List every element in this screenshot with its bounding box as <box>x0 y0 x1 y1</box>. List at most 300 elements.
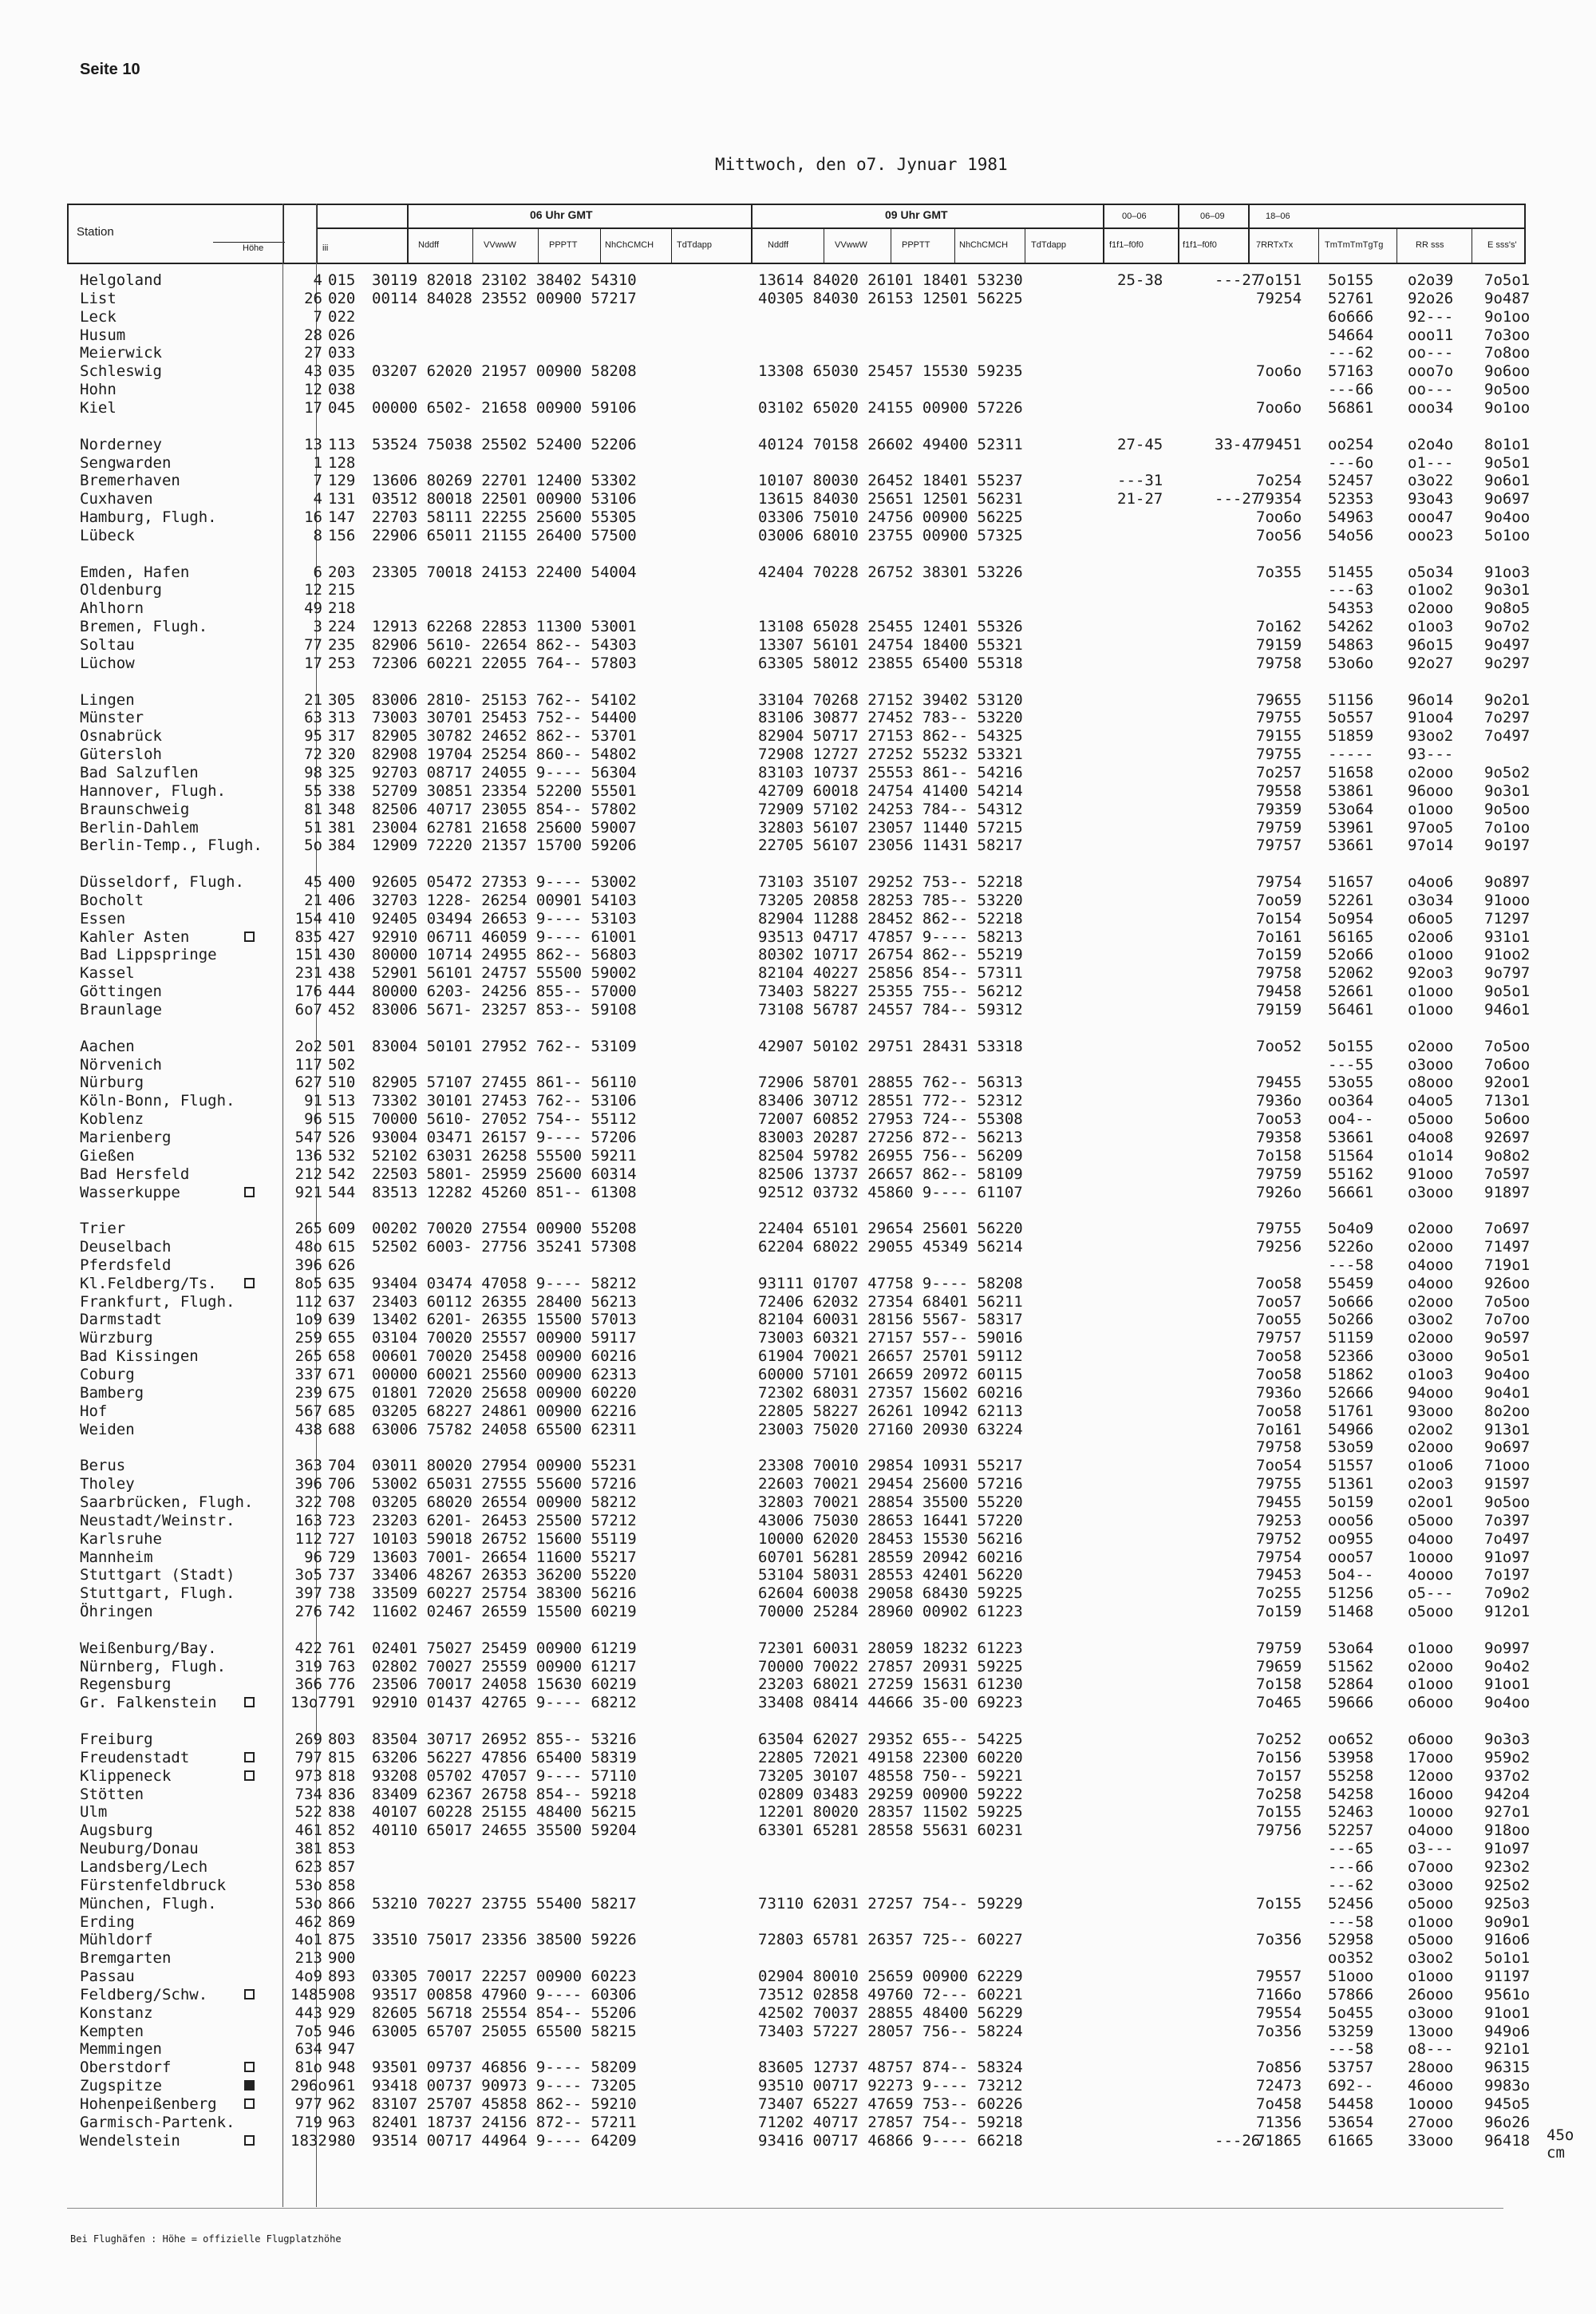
ext-esss: 96o26 <box>1484 2113 1531 2131</box>
station-name: Augsburg <box>80 1822 153 1840</box>
ext-7rr: 7o255 <box>1256 1584 1302 1603</box>
obs-09: 10000 62020 28453 15530 56216 <box>758 1529 1023 1548</box>
station-index: 427 <box>328 928 356 946</box>
station-height: 4o1 <box>294 1931 322 1949</box>
ext-tmtm: 51455 <box>1328 563 1374 581</box>
obs-09: 53104 58031 28553 42401 56220 <box>758 1566 1023 1584</box>
col-09-ppptt: PPPTT <box>902 240 930 250</box>
ext-tmtm: 51468 <box>1328 1603 1374 1621</box>
obs-09: 73205 20858 28253 785-- 53220 <box>758 891 1023 909</box>
ext-7rr: 79358 <box>1256 1128 1302 1146</box>
ext-rr: o1oo3 <box>1408 1366 1454 1383</box>
station-name: Bremgarten <box>80 1949 172 1968</box>
ext-rr: o1oo3 <box>1408 618 1454 636</box>
obs-06: 23506 70017 24058 15630 60219 <box>372 1675 637 1694</box>
ext-7rr: 7oo59 <box>1256 891 1302 909</box>
ext-7rr: 79752 <box>1256 1529 1302 1548</box>
station-index: 129 <box>328 472 356 490</box>
obs-09: 32803 70021 28854 35500 55220 <box>758 1493 1023 1511</box>
station-height: 95 <box>304 727 322 746</box>
station-name: Husum <box>80 326 126 344</box>
ext-esss: 7o7oo <box>1484 1311 1531 1329</box>
station-index: 501 <box>328 1037 356 1055</box>
ext-esss: 931o1 <box>1484 928 1531 946</box>
ext-esss: 7o3oo <box>1484 326 1531 344</box>
obs-09: 60701 56281 28559 20942 60216 <box>758 1548 1023 1566</box>
station-index: 866 <box>328 1894 356 1913</box>
station-name: Darmstadt <box>80 1311 162 1329</box>
ext-rr: 91oo4 <box>1408 709 1454 727</box>
ext-esss: 925o3 <box>1484 1894 1531 1913</box>
ext-7rr: 79757 <box>1256 837 1302 855</box>
station-height: 547 <box>294 1128 322 1146</box>
ext-7rr: 7oo6o <box>1256 508 1302 527</box>
station-index: 128 <box>328 453 356 472</box>
obs-09: 82504 59782 26955 756-- 56209 <box>758 1146 1023 1165</box>
ext-rr: o2ooo <box>1408 1292 1454 1311</box>
obs-09: 22705 56107 23056 11431 58217 <box>758 837 1023 855</box>
ext-tmtm: 57866 <box>1328 1985 1374 2003</box>
ext-esss: 9o4o1 <box>1484 1383 1531 1402</box>
ext-tmtm: 52661 <box>1328 983 1374 1001</box>
station-name: Erding <box>80 1913 135 1931</box>
station-index: 626 <box>328 1256 356 1274</box>
ext-esss: 5o6oo <box>1484 1110 1531 1129</box>
ext-tmtm: 53o64 <box>1328 1639 1374 1657</box>
station-index: 869 <box>328 1913 356 1931</box>
ext-7rr: 79159 <box>1256 1001 1302 1019</box>
station-height: 117 <box>294 1055 322 1074</box>
obs-09: 83605 12737 48757 874-- 58324 <box>758 2059 1023 2077</box>
station-name: Kl.Feldberg/Ts. <box>80 1274 217 1292</box>
obs-06: 82905 30782 24652 862-- 53701 <box>372 727 637 746</box>
station-index: 738 <box>328 1584 356 1603</box>
ext-tmtm: 53958 <box>1328 1748 1374 1766</box>
ext-tmtm: 52666 <box>1328 1383 1374 1402</box>
ext-tmtm: 51657 <box>1328 873 1374 892</box>
ext-tmtm: 51361 <box>1328 1475 1374 1493</box>
ext-esss: 8o1o1 <box>1484 435 1531 453</box>
ext-7rr: 7oo58 <box>1256 1274 1302 1292</box>
ext-rr: 92oo3 <box>1408 964 1454 983</box>
ext-tmtm: 53o64 <box>1328 800 1374 818</box>
station-name: Neustadt/Weinstr. <box>80 1511 235 1529</box>
obs-09: 03102 65020 24155 00900 57226 <box>758 398 1023 417</box>
station-name: Leck <box>80 307 117 326</box>
obs-09: 42907 50102 29751 28431 53318 <box>758 1037 1023 1055</box>
ext-7rr: 79451 <box>1256 435 1302 453</box>
ext-rr: o2oo2 <box>1408 1420 1454 1438</box>
ext-7rr: 7o154 <box>1256 909 1302 928</box>
ext-esss: 9o297 <box>1484 654 1531 672</box>
station-index: 325 <box>328 763 356 781</box>
ext-esss: 9983o <box>1484 2077 1531 2095</box>
station-index: 038 <box>328 381 356 399</box>
col-09-tdtdapp: TdTdapp <box>1031 240 1067 250</box>
station-height: 1o9 <box>294 1311 322 1329</box>
station-name: Saarbrücken, Flugh. <box>80 1493 254 1511</box>
station-index: 218 <box>328 599 356 618</box>
ext-7rr: 7o161 <box>1256 1420 1302 1438</box>
obs-09: 72007 60852 27953 724-- 55308 <box>758 1110 1023 1129</box>
station-name: Bamberg <box>80 1383 144 1402</box>
station-index: 035 <box>328 362 356 381</box>
station-height: 53o <box>294 1876 322 1894</box>
station-index: 852 <box>328 1822 356 1840</box>
ext-esss: 9o5oo <box>1484 1493 1531 1511</box>
obs-06: 92910 06711 46059 9---- 61001 <box>372 928 637 946</box>
obs-09: 42404 70228 26752 38301 53226 <box>758 563 1023 581</box>
ext-esss: 926oo <box>1484 1274 1531 1292</box>
footnote: Bei Flughäfen : Höhe = offizielle Flugplatzhöhe <box>70 2233 342 2245</box>
station-name: Göttingen <box>80 983 162 1001</box>
station-height: 366 <box>294 1675 322 1694</box>
obs-06: 83409 62367 26758 854-- 59218 <box>372 1785 637 1803</box>
ext-rr: o5ooo <box>1408 1894 1454 1913</box>
ext-rr: o3oo2 <box>1408 1311 1454 1329</box>
obs-06: 00000 60021 25560 00900 62313 <box>372 1366 637 1383</box>
ext-esss: 9o5oo <box>1484 381 1531 399</box>
ext-7rr: 79756 <box>1256 1822 1302 1840</box>
ext-esss: 71497 <box>1484 1238 1531 1256</box>
station-name: Hof <box>80 1402 108 1420</box>
obs-06: 52709 30851 23354 52200 55501 <box>372 781 637 800</box>
ext-7rr: 79655 <box>1256 690 1302 709</box>
ext-tmtm: 56461 <box>1328 1001 1374 1019</box>
ext-rr: o5o34 <box>1408 563 1454 581</box>
station-index: 658 <box>328 1347 356 1366</box>
station-index: 727 <box>328 1529 356 1548</box>
ext-7rr: 7oo6o <box>1256 398 1302 417</box>
ext-tmtm: ooo57 <box>1328 1548 1374 1566</box>
col-09-vvwww: VVwwW <box>835 240 867 250</box>
station-height: 91 <box>304 1092 322 1110</box>
ext-esss: 9o5o1 <box>1484 983 1531 1001</box>
obs-09: 13615 84030 25651 12501 56231 <box>758 490 1023 508</box>
ext-esss: 7o597 <box>1484 1165 1531 1183</box>
ext-7rr: 7o465 <box>1256 1694 1302 1712</box>
station-height: 28 <box>304 326 322 344</box>
obs-09: 72906 58701 28855 762-- 56313 <box>758 1074 1023 1092</box>
station-height: 77 <box>304 636 322 654</box>
obs-06: 53210 70227 23755 55400 58217 <box>372 1894 637 1913</box>
station-name: Berlin-Dahlem <box>80 818 199 837</box>
station-name: Stötten <box>80 1785 144 1803</box>
ext-esss: 913o1 <box>1484 1420 1531 1438</box>
ext-7rr: 79754 <box>1256 1548 1302 1566</box>
obs-06: 22703 58111 22255 25600 55305 <box>372 508 637 527</box>
station-index: 858 <box>328 1876 356 1894</box>
station-index: 305 <box>328 690 356 709</box>
station-height: 45 <box>304 873 322 892</box>
station-height: 7o5 <box>294 2022 322 2040</box>
ext-7rr: 79759 <box>1256 1165 1302 1183</box>
obs-09: 22603 70021 29454 25600 57216 <box>758 1475 1023 1493</box>
station-index: 737 <box>328 1566 356 1584</box>
ext-rr: o1ooo <box>1408 1913 1454 1931</box>
ext-tmtm: 56661 <box>1328 1183 1374 1201</box>
ext-7rr: 7o151 <box>1256 271 1302 289</box>
ext-rr: o3ooo <box>1408 1347 1454 1366</box>
obs-06: 23203 6201- 26453 25500 57212 <box>372 1511 637 1529</box>
ext-esss: 91oo3 <box>1484 563 1531 581</box>
obs-09: 12201 80020 28357 11502 59225 <box>758 1803 1023 1822</box>
obs-09: 83003 20287 27256 872-- 56213 <box>758 1128 1023 1146</box>
ext-rr: o3--- <box>1408 1840 1454 1858</box>
ext-esss: 7o5oo <box>1484 1292 1531 1311</box>
station-height: 462 <box>294 1913 322 1931</box>
ext-7rr: 7oo6o <box>1256 362 1302 381</box>
station-name: Lüchow <box>80 654 135 672</box>
obs-06: 63206 56227 47856 65400 58319 <box>372 1748 637 1766</box>
ext-rr: o2ooo <box>1408 599 1454 618</box>
ext-rr: ooo23 <box>1408 526 1454 544</box>
ext-tmtm: 51562 <box>1328 1657 1374 1675</box>
obs-09: 82104 40227 25856 854-- 57311 <box>758 964 1023 983</box>
ext-rr: o5ooo <box>1408 1511 1454 1529</box>
ext-esss: 959o2 <box>1484 1748 1531 1766</box>
station-name: Emden, Hafen <box>80 563 190 581</box>
obs-06: 13603 7001- 26654 11600 55217 <box>372 1548 637 1566</box>
ext-tmtm: 53654 <box>1328 2113 1374 2131</box>
station-name: Kassel <box>80 964 135 983</box>
ext-tmtm: 5o954 <box>1328 909 1374 928</box>
station-height: 319 <box>294 1657 322 1675</box>
ext-esss: 91oo2 <box>1484 946 1531 964</box>
ext-tmtm: 5o455 <box>1328 2003 1374 2022</box>
ext-rr: ooo34 <box>1408 398 1454 417</box>
obs-06: 83004 50101 27952 762-- 53109 <box>372 1037 637 1055</box>
square-icon <box>244 932 255 942</box>
station-name: Memmingen <box>80 2040 162 2059</box>
obs-06: 33509 60227 25754 38300 56216 <box>372 1584 637 1603</box>
ext-tmtm: oo955 <box>1328 1529 1374 1548</box>
ext-tmtm: 52456 <box>1328 1894 1374 1913</box>
station-height: 98 <box>304 763 322 781</box>
obs-06: 63006 75782 24058 65500 62311 <box>372 1420 637 1438</box>
station-height: 719 <box>294 2113 322 2131</box>
station-height: 96 <box>304 1110 322 1129</box>
obs-09: 32803 56107 23057 11440 57215 <box>758 818 1023 837</box>
ext-esss: 918oo <box>1484 1822 1531 1840</box>
obs-09: 73403 58227 25355 755-- 56212 <box>758 983 1023 1001</box>
ext-7rr: 79755 <box>1256 1220 1302 1238</box>
station-height: 269 <box>294 1731 322 1748</box>
station-index: 962 <box>328 2095 356 2113</box>
ext-rr: o3ooo <box>1408 1876 1454 1894</box>
ext-tmtm: ---58 <box>1328 2040 1374 2059</box>
station-name: Meierwick <box>80 344 162 362</box>
station-index: 706 <box>328 1475 356 1493</box>
ext-7rr: 7o257 <box>1256 763 1302 781</box>
ext-tmtm: 51859 <box>1328 727 1374 746</box>
station-height: 835 <box>294 928 322 946</box>
obs-06: 52102 63031 26258 55500 59211 <box>372 1146 637 1165</box>
ext-esss: 91ooo <box>1484 891 1531 909</box>
obs-09: 70000 25284 28960 00902 61223 <box>758 1603 1023 1621</box>
station-name: Feldberg/Schw. <box>80 1985 208 2003</box>
station-height: 154 <box>294 909 322 928</box>
ext-7rr: 79455 <box>1256 1074 1302 1092</box>
station-index: 729 <box>328 1548 356 1566</box>
station-name: Hohenpeißenberg <box>80 2095 217 2113</box>
ext-tmtm: ---65 <box>1328 1840 1374 1858</box>
ext-rr: o7ooo <box>1408 1857 1454 1876</box>
ext-rr: o3o22 <box>1408 472 1454 490</box>
ext-tmtm: 54458 <box>1328 2095 1374 2113</box>
station-height: 4 <box>313 490 322 508</box>
station-height: 96 <box>304 1548 322 1566</box>
ext-7rr: 7o252 <box>1256 1731 1302 1748</box>
square-icon <box>244 1770 255 1781</box>
obs-06: 23004 62781 21658 25600 59007 <box>372 818 637 837</box>
obs-09: 82904 50717 27153 862-- 54325 <box>758 727 1023 746</box>
ext-7rr: 79256 <box>1256 1238 1302 1256</box>
obs-09: 60000 57101 26659 20972 60115 <box>758 1366 1023 1383</box>
obs-06: 82906 5610- 22654 862-- 54303 <box>372 636 637 654</box>
obs-09: 72302 68031 27357 15602 60216 <box>758 1383 1023 1402</box>
ext-rr: o4ooo <box>1408 1256 1454 1274</box>
ext-esss: 9o4o2 <box>1484 1657 1531 1675</box>
station-height: 8o5 <box>294 1274 322 1292</box>
ext-esss: 7o1oo <box>1484 818 1531 837</box>
ext-0006: 27-45 <box>1117 435 1163 453</box>
station-height: 522 <box>294 1803 322 1822</box>
station-height: 1 <box>313 453 322 472</box>
obs-06: 92910 01437 42765 9---- 68212 <box>372 1694 637 1712</box>
obs-06: 33510 75017 23356 38500 59226 <box>372 1931 637 1949</box>
ext-tmtm: 53757 <box>1328 2059 1374 2077</box>
ext-tmtm: oo4-- <box>1328 1110 1374 1129</box>
station-height: 53o <box>294 1894 322 1913</box>
station-name: Münster <box>80 709 144 727</box>
ext-tmtm: 5o266 <box>1328 1311 1374 1329</box>
ext-7rr: 79155 <box>1256 727 1302 746</box>
col-ext-5: RR sss <box>1416 240 1444 250</box>
ext-rr: o1oo2 <box>1408 581 1454 599</box>
ext-tmtm: 54966 <box>1328 1420 1374 1438</box>
station-name: Berlin-Temp., Flugh. <box>80 837 263 855</box>
ext-rr: o5--- <box>1408 1584 1454 1603</box>
station-index: 708 <box>328 1493 356 1511</box>
ext-rr: 92o26 <box>1408 289 1454 307</box>
ext-esss: 9o4oo <box>1484 1366 1531 1383</box>
col-06-nhchcmch: NhChCMCH <box>605 240 654 250</box>
ext-0609: 33-47 <box>1215 435 1261 453</box>
ext-rr: 93oo2 <box>1408 727 1454 746</box>
station-index: 763 <box>328 1657 356 1675</box>
station-index: 875 <box>328 1931 356 1949</box>
ext-esss: 946o1 <box>1484 1001 1531 1019</box>
station-index: 430 <box>328 946 356 964</box>
station-index: 704 <box>328 1457 356 1475</box>
ext-7rr: 7o155 <box>1256 1803 1302 1822</box>
obs-06: 12909 72220 21357 15700 59206 <box>372 837 637 855</box>
ext-esss: 91897 <box>1484 1183 1531 1201</box>
station-name: Hohn <box>80 381 117 399</box>
group-0609-header: 06–09 <box>1200 212 1225 221</box>
station-height: 1832 <box>290 2131 327 2150</box>
ext-esss: 912o1 <box>1484 1603 1531 1621</box>
square-icon <box>244 1187 255 1197</box>
station-name: Freudenstadt <box>80 1748 190 1766</box>
ext-esss: 916o6 <box>1484 1931 1531 1949</box>
ext-esss: 719o1 <box>1484 1256 1531 1274</box>
obs-09: 82506 13737 26657 862-- 58109 <box>758 1165 1023 1183</box>
station-name: Regensburg <box>80 1675 172 1694</box>
ext-7rr: 7o159 <box>1256 946 1302 964</box>
ext-esss: 945o5 <box>1484 2095 1531 2113</box>
station-name: Oberstdorf <box>80 2059 172 2077</box>
station-name: Nörvenich <box>80 1055 162 1074</box>
station-index: 015 <box>328 271 356 289</box>
obs-06: 02401 75027 25459 00900 61219 <box>372 1639 637 1657</box>
ext-7rr: 79754 <box>1256 873 1302 892</box>
ext-rr: 96o14 <box>1408 690 1454 709</box>
station-height: 27 <box>304 344 322 362</box>
ext-esss: 9o5o2 <box>1484 763 1531 781</box>
ext-esss: 5o1o1 <box>1484 1949 1531 1968</box>
obs-06: 83504 30717 26952 855-- 53216 <box>372 1731 637 1748</box>
obs-06: 03104 70020 25557 00900 59117 <box>372 1329 637 1347</box>
station-index: 893 <box>328 1968 356 1986</box>
ext-esss: 9o8o2 <box>1484 1146 1531 1165</box>
ext-rr: 28ooo <box>1408 2059 1454 2077</box>
station-index: 317 <box>328 727 356 746</box>
ext-esss: 9o7o2 <box>1484 618 1531 636</box>
station-height: 43 <box>304 362 322 381</box>
ext-rr: o2ooo <box>1408 1037 1454 1055</box>
station-index: 948 <box>328 2059 356 2077</box>
square-icon <box>244 2135 255 2146</box>
col-06-vvwww: VVwwW <box>484 240 516 250</box>
station-name: Nürburg <box>80 1074 144 1092</box>
obs-06: 12913 62268 22853 11300 53001 <box>372 618 637 636</box>
ext-7rr: 79758 <box>1256 964 1302 983</box>
station-index: 615 <box>328 1238 356 1256</box>
square-icon <box>244 1752 255 1762</box>
station-name: München, Flugh. <box>80 1894 217 1913</box>
ext-rr: o2ooo <box>1408 1657 1454 1675</box>
ext-rr: 1oooo <box>1408 2095 1454 2113</box>
obs-09: 70000 70022 27857 20931 59225 <box>758 1657 1023 1675</box>
ext-7rr: 71865 <box>1256 2131 1302 2150</box>
station-index: 961 <box>328 2077 356 2095</box>
obs-09: 22404 65101 29654 25601 56220 <box>758 1220 1023 1238</box>
ext-tmtm: 51761 <box>1328 1402 1374 1420</box>
station-name: Konstanz <box>80 2003 153 2022</box>
station-height: 3o5 <box>294 1566 322 1584</box>
obs-09: 23203 68021 27259 15631 61230 <box>758 1675 1023 1694</box>
ext-tmtm: 5o557 <box>1328 709 1374 727</box>
ext-tmtm: 6o666 <box>1328 307 1374 326</box>
obs-09: 92512 03732 45860 9---- 61107 <box>758 1183 1023 1201</box>
obs-06: 53002 65031 27555 55600 57216 <box>372 1475 637 1493</box>
ext-7rr: 79758 <box>1256 654 1302 672</box>
ext-tmtm: 53o59 <box>1328 1438 1374 1457</box>
station-height: 136 <box>294 1146 322 1165</box>
ext-esss: 9o797 <box>1484 964 1531 983</box>
ext-esss: 7o197 <box>1484 1566 1531 1584</box>
station-index: 655 <box>328 1329 356 1347</box>
ext-tmtm: 59666 <box>1328 1694 1374 1712</box>
ext-tmtm: 52353 <box>1328 490 1374 508</box>
ext-esss: 8o2oo <box>1484 1402 1531 1420</box>
ext-tmtm: 53661 <box>1328 837 1374 855</box>
ext-tmtm: 54963 <box>1328 508 1374 527</box>
ext-esss: 9o597 <box>1484 1329 1531 1347</box>
ext-rr: o1--- <box>1408 453 1454 472</box>
